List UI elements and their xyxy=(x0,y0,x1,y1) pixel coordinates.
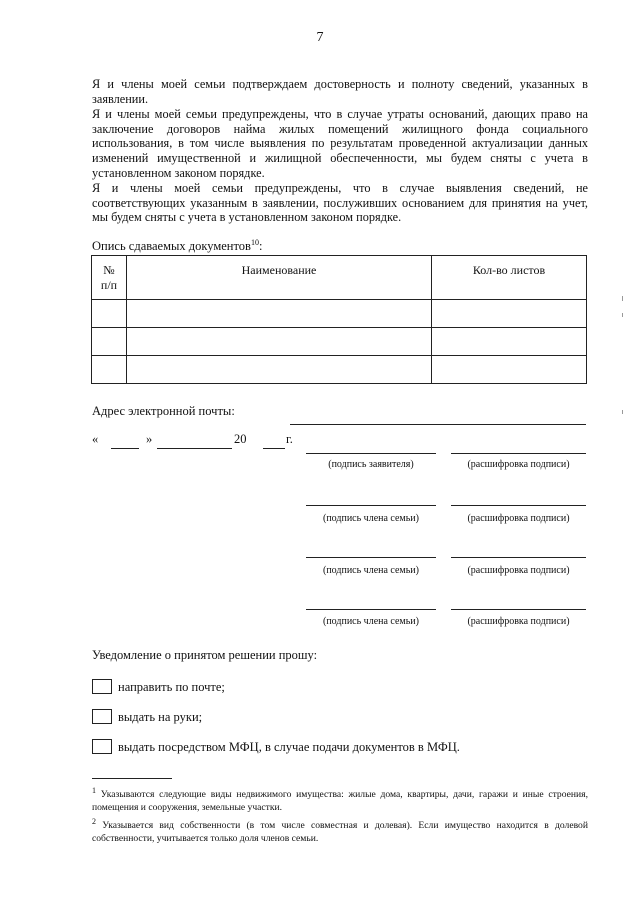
scan-edge-mark xyxy=(622,296,623,301)
date-day-field[interactable] xyxy=(111,448,139,449)
option-by-mail-label: направить по почте; xyxy=(118,680,225,694)
email-field[interactable] xyxy=(290,424,586,425)
signature-caption: (подпись члена семьи) xyxy=(322,565,419,576)
signature-decode-line[interactable] xyxy=(451,557,586,558)
checkbox-by-mail[interactable] xyxy=(92,679,112,694)
checkbox-via-mfc[interactable] xyxy=(92,739,112,754)
footnote-separator xyxy=(92,778,172,779)
signature-line[interactable] xyxy=(306,609,436,610)
footnote: $^1$ Указываются следующие виды недвижимого имущества: жилые дома, квартиры, дачи, гаражи и иные строения, помещения и сооружения, земельные участки. xyxy=(92,786,588,814)
paragraph-warning-discrepancy: Я и члены моей семьи предупреждены, что в случае выявления сведений, не соответствующих указанным в заявлении, послуживших основанием для принятия на учет, мы будем сняты с учета в установленном законом порядке. xyxy=(92,181,588,225)
table-row xyxy=(92,356,587,384)
signature-decode-line[interactable] xyxy=(451,609,586,610)
signature-caption: (подпись члена семьи) xyxy=(322,513,419,524)
col-header-number: № п/п xyxy=(92,256,127,300)
table-cell[interactable] xyxy=(92,328,127,356)
signature-line[interactable] xyxy=(306,453,436,454)
footnote: $^2$ Указывается вид собственности (в том числе совместная и долевая). Если имущество находится в долевой собственности, учитывается только доля членов семьи. xyxy=(92,817,588,845)
table-row xyxy=(92,300,587,328)
signature-decode-caption: (расшифровка подписи) xyxy=(467,459,570,470)
signature-decode-line[interactable] xyxy=(451,505,586,506)
page-number: 7 xyxy=(316,30,324,45)
table-cell[interactable] xyxy=(432,356,587,384)
date-year-field[interactable] xyxy=(263,448,285,449)
scan-edge-mark xyxy=(622,313,623,317)
paragraph-warning-grounds: Я и члены моей семьи предупреждены, что в случае утраты оснований, дающих право на заключение договоров найма жилых помещений жилищного фонда социального использования, в том числе выявления по результатам проведенной актуализации данных изменений имущественной и жилищной обеспеченности, мы будем сняты с учета в установленном законом порядке. xyxy=(92,107,588,180)
signature-decode-line[interactable] xyxy=(451,453,586,454)
signature-decode-caption: (расшифровка подписи) xyxy=(467,565,570,576)
signature-line[interactable] xyxy=(306,557,436,558)
table-cell[interactable] xyxy=(432,328,587,356)
table-header-row xyxy=(92,256,587,300)
table-cell[interactable] xyxy=(432,300,587,328)
date-close-quote: » xyxy=(146,432,153,446)
table-row xyxy=(92,328,587,356)
col-header-name: Наименование xyxy=(127,256,432,300)
date-year-prefix: 20 xyxy=(234,432,247,446)
table-cell[interactable] xyxy=(127,300,432,328)
table-cell[interactable] xyxy=(127,356,432,384)
table-cell[interactable] xyxy=(92,300,127,328)
date-month-field[interactable] xyxy=(157,448,232,449)
inventory-label: Опись сдаваемых документов$^{10}$: xyxy=(92,238,263,254)
scan-edge-mark xyxy=(622,410,623,414)
paragraph-confirmation: Я и члены моей семьи подтверждаем достоверность и полноту сведений, указанных в заявлении. xyxy=(92,77,588,106)
signature-decode-caption: (расшифровка подписи) xyxy=(467,616,570,627)
checkbox-in-person[interactable] xyxy=(92,709,112,724)
date-open-quote: « xyxy=(92,432,99,446)
footnote-ref: 10 xyxy=(250,238,259,247)
signature-caption: (подпись члена семьи) xyxy=(322,616,419,627)
table-cell[interactable] xyxy=(92,356,127,384)
signature-caption: (подпись заявителя) xyxy=(328,459,414,470)
signature-decode-caption: (расшифровка подписи) xyxy=(467,513,570,524)
inventory-table xyxy=(91,255,587,384)
table-cell[interactable] xyxy=(127,328,432,356)
email-label: Адрес электронной почты: xyxy=(92,404,235,418)
footnote-number: 2 xyxy=(92,817,96,826)
col-header-sheets: Кол-во листов xyxy=(432,256,587,300)
signature-line[interactable] xyxy=(306,505,436,506)
footnote-number: 1 xyxy=(92,786,96,795)
option-via-mfc-label: выдать посредством МФЦ, в случае подачи документов в МФЦ. xyxy=(118,740,460,754)
option-in-person-label: выдать на руки; xyxy=(118,710,203,724)
notice-title: Уведомление о принятом решении прошу: xyxy=(92,648,318,662)
date-year-suffix: г. xyxy=(286,432,293,446)
